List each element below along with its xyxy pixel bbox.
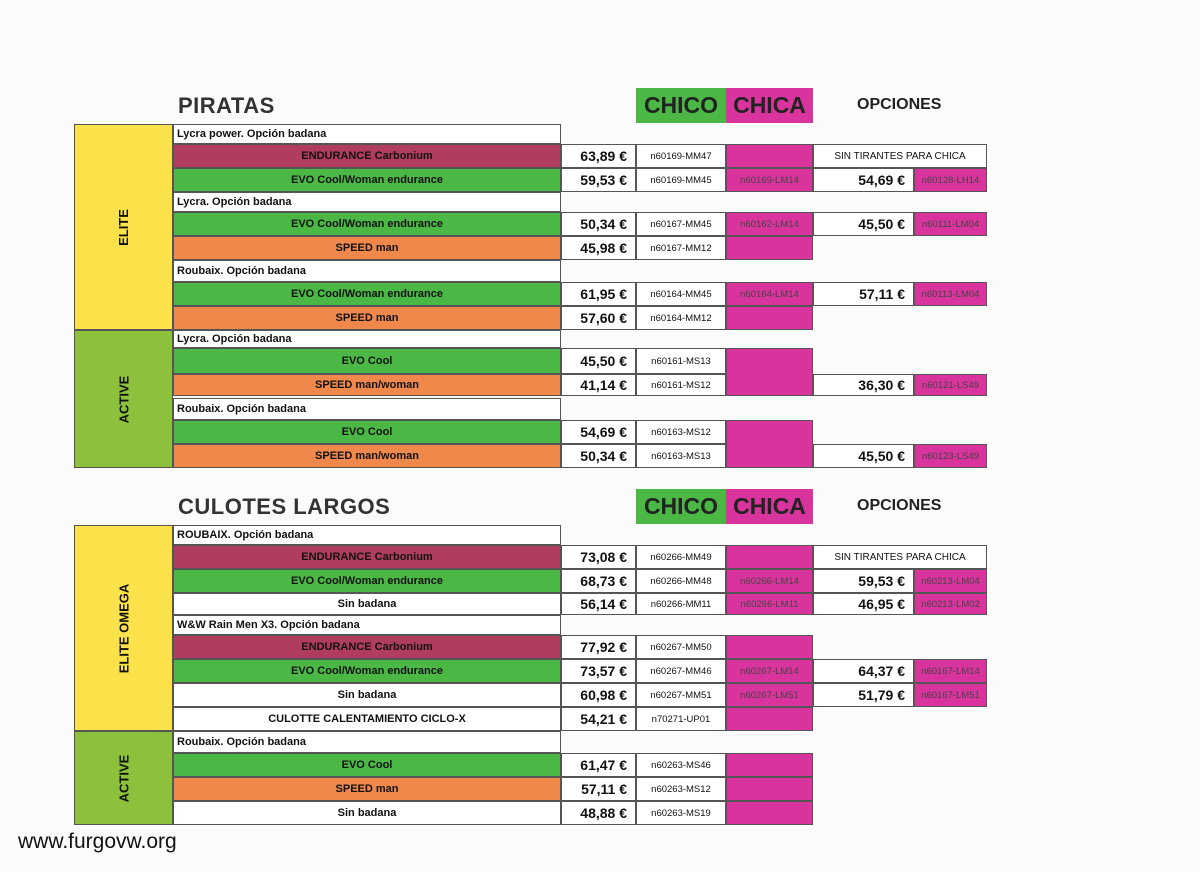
product-name: EVO Cool/Woman endurance bbox=[173, 282, 561, 306]
group-active bbox=[74, 330, 173, 468]
price-chico: 48,88 € bbox=[561, 801, 636, 825]
ref-chico: n60163-MS13 bbox=[636, 444, 726, 468]
ref-chico: n60266-MM48 bbox=[636, 569, 726, 593]
ref-chico: n60169-MM47 bbox=[636, 144, 726, 168]
price-chico: 57,60 € bbox=[561, 306, 636, 330]
option-ref: n60123-LS49 bbox=[914, 444, 987, 468]
ref-chica: n60169-LM14 bbox=[726, 168, 813, 192]
price-chico: 57,11 € bbox=[561, 777, 636, 801]
product-name: EVO Cool/Woman endurance bbox=[173, 569, 561, 593]
ref-chica: n60266-LM11 bbox=[726, 593, 813, 615]
ref-chica: n60267-LM14 bbox=[726, 659, 813, 683]
ref-chico: n60263-MS46 bbox=[636, 753, 726, 777]
col-header-chica: CHICA bbox=[726, 88, 813, 123]
product-name: SPEED man bbox=[173, 306, 561, 330]
watermark-url: www.furgovw.org bbox=[18, 830, 177, 853]
ref-chica bbox=[726, 777, 813, 801]
group-elite-omega bbox=[74, 525, 173, 731]
ref-chico: n60267-MM46 bbox=[636, 659, 726, 683]
ref-chico: n60167-MM45 bbox=[636, 212, 726, 236]
ref-chica bbox=[726, 801, 813, 825]
price-chico: 54,21 € bbox=[561, 707, 636, 731]
ref-chico: n60263-MS19 bbox=[636, 801, 726, 825]
price-chico: 45,98 € bbox=[561, 236, 636, 260]
option-price: 51,79 € bbox=[813, 683, 914, 707]
product-name: SPEED man bbox=[173, 236, 561, 260]
col-header-chico: CHICO bbox=[636, 88, 726, 123]
product-name: EVO Cool/Woman endurance bbox=[173, 168, 561, 192]
option-ref: n60111-LM04 bbox=[914, 212, 987, 236]
ref-chica: n60266-LM14 bbox=[726, 569, 813, 593]
price-chico: 63,89 € bbox=[561, 144, 636, 168]
ref-chico: n60167-MM12 bbox=[636, 236, 726, 260]
option-note: SIN TIRANTES PARA CHICA bbox=[813, 144, 987, 168]
group-label: ACTIVE bbox=[115, 754, 131, 802]
price-chico: 60,98 € bbox=[561, 683, 636, 707]
ref-chica bbox=[726, 707, 813, 731]
option-ref: n60128-LH14 bbox=[914, 168, 987, 192]
price-chico: 59,53 € bbox=[561, 168, 636, 192]
ref-chico: n60164-MM12 bbox=[636, 306, 726, 330]
col-header-chica: CHICA bbox=[726, 489, 813, 524]
option-ref: n60167-LM51 bbox=[914, 683, 987, 707]
group-label: ELITE OMEGA bbox=[116, 583, 131, 673]
option-ref: n60213-LM02 bbox=[914, 593, 987, 615]
product-name: EVO Cool bbox=[173, 348, 561, 374]
ref-chico: n60263-MS12 bbox=[636, 777, 726, 801]
product-name: ENDURANCE Carbonium bbox=[173, 144, 561, 168]
option-price: 45,50 € bbox=[813, 212, 914, 236]
price-chico: 61,95 € bbox=[561, 282, 636, 306]
ref-chica bbox=[726, 348, 813, 396]
price-chico: 41,14 € bbox=[561, 374, 636, 396]
option-note: SIN TIRANTES PARA CHICA bbox=[813, 545, 987, 569]
subhead: W&W Rain Men X3. Opción badana bbox=[173, 615, 561, 635]
ref-chico: n60169-MM45 bbox=[636, 168, 726, 192]
group-elite bbox=[74, 124, 173, 330]
product-name: ENDURANCE Carbonium bbox=[173, 635, 561, 659]
option-price: 57,11 € bbox=[813, 282, 914, 306]
product-name: Sin badana bbox=[173, 801, 561, 825]
product-name: EVO Cool bbox=[173, 420, 561, 444]
product-name: EVO Cool/Woman endurance bbox=[173, 659, 561, 683]
option-price: 46,95 € bbox=[813, 593, 914, 615]
ref-chica bbox=[726, 306, 813, 330]
ref-chico: n70271-UP01 bbox=[636, 707, 726, 731]
product-name: SPEED man bbox=[173, 777, 561, 801]
subhead: Roubaix. Opción badana bbox=[173, 260, 561, 282]
ref-chico: n60161-MS12 bbox=[636, 374, 726, 396]
subhead: Lycra power. Opción badana bbox=[173, 124, 561, 144]
price-chico: 73,08 € bbox=[561, 545, 636, 569]
option-price: 45,50 € bbox=[813, 444, 914, 468]
product-name: SPEED man/woman bbox=[173, 444, 561, 468]
ref-chico: n60164-MM45 bbox=[636, 282, 726, 306]
ref-chica bbox=[726, 635, 813, 659]
ref-chica: n60267-LM51 bbox=[726, 683, 813, 707]
ref-chica bbox=[726, 144, 813, 168]
option-ref: n60167-LM14 bbox=[914, 659, 987, 683]
price-chico: 54,69 € bbox=[561, 420, 636, 444]
option-ref: n60213-LM04 bbox=[914, 569, 987, 593]
option-price: 54,69 € bbox=[813, 168, 914, 192]
ref-chica bbox=[726, 753, 813, 777]
ref-chico: n60266-MM49 bbox=[636, 545, 726, 569]
product-name: EVO Cool bbox=[173, 753, 561, 777]
price-chico: 77,92 € bbox=[561, 635, 636, 659]
subhead: ROUBAIX. Opción badana bbox=[173, 525, 561, 545]
price-chico: 73,57 € bbox=[561, 659, 636, 683]
option-price: 64,37 € bbox=[813, 659, 914, 683]
col-header-chico: CHICO bbox=[636, 489, 726, 524]
price-chico: 50,34 € bbox=[561, 212, 636, 236]
product-name: Sin badana bbox=[173, 683, 561, 707]
price-chico: 56,14 € bbox=[561, 593, 636, 615]
subhead: Lycra. Opción badana bbox=[173, 192, 561, 212]
ref-chico: n60161-MS13 bbox=[636, 348, 726, 374]
subhead: Lycra. Opción badana bbox=[173, 330, 561, 348]
ref-chica bbox=[726, 545, 813, 569]
ref-chico: n60267-MM51 bbox=[636, 683, 726, 707]
col-header-opciones: OPCIONES bbox=[857, 96, 942, 113]
ref-chico: n60266-MM11 bbox=[636, 593, 726, 615]
option-ref: n60121-LS49 bbox=[914, 374, 987, 396]
group-active bbox=[74, 731, 173, 825]
ref-chica: n60162-LM14 bbox=[726, 212, 813, 236]
ref-chica bbox=[726, 236, 813, 260]
ref-chico: n60163-MS12 bbox=[636, 420, 726, 444]
group-label: ACTIVE bbox=[115, 375, 131, 423]
col-header-opciones: OPCIONES bbox=[857, 497, 942, 514]
option-ref: n60113-LM04 bbox=[914, 282, 987, 306]
product-name: ENDURANCE Carbonium bbox=[173, 545, 561, 569]
group-label: ELITE bbox=[116, 208, 131, 246]
price-chico: 50,34 € bbox=[561, 444, 636, 468]
product-name: EVO Cool/Woman endurance bbox=[173, 212, 561, 236]
option-price: 36,30 € bbox=[813, 374, 914, 396]
section-title-piratas: PIRATAS bbox=[178, 93, 275, 118]
ref-chica: n60164-LM14 bbox=[726, 282, 813, 306]
subhead: Roubaix. Opción badana bbox=[173, 398, 561, 420]
option-price: 59,53 € bbox=[813, 569, 914, 593]
product-name: SPEED man/woman bbox=[173, 374, 561, 396]
section-title-culotes-largos: CULOTES LARGOS bbox=[178, 494, 391, 519]
ref-chico: n60267-MM50 bbox=[636, 635, 726, 659]
product-name: CULOTTE CALENTAMIENTO CICLO-X bbox=[173, 707, 561, 731]
price-chico: 61,47 € bbox=[561, 753, 636, 777]
price-chico: 45,50 € bbox=[561, 348, 636, 374]
ref-chica bbox=[726, 420, 813, 468]
price-chico: 68,73 € bbox=[561, 569, 636, 593]
subhead: Roubaix. Opción badana bbox=[173, 731, 561, 753]
product-name: Sin badana bbox=[173, 593, 561, 615]
